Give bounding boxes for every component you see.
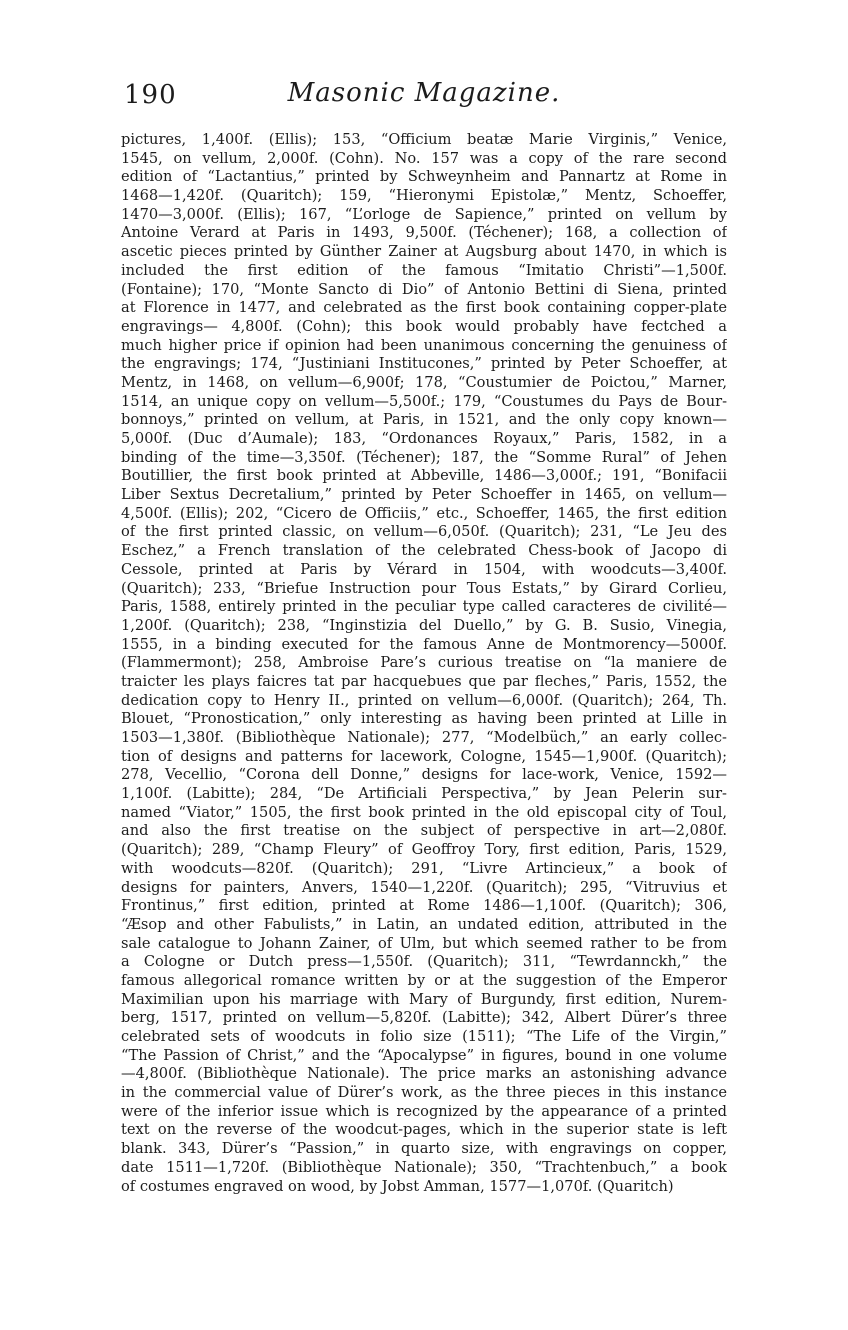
text-line: 5,000f. (Duc d’Aumale); 183, “Ordonances Royaux,” Paris, 1582, in a: [121, 430, 727, 447]
text-line: Frontinus,” first edition, printed at Rome 1486—1,100f. (Quaritch); 306,: [121, 897, 727, 915]
text-line: traicter les plays faicres tat par hacquebues que par fleches,” Paris, 1552, the: [121, 672, 727, 690]
text-line: at Florence in 1477, and celebrated as the first book containing copper-plate: [121, 299, 727, 317]
page-number: 190: [124, 80, 177, 110]
text-line: a Cologne or Dutch press—1,550f. (Quaritch); 311, “Tewrdannckh,” the: [121, 953, 727, 971]
text-line: 1,200f. (Quaritch); 238, “Inginstizia del Duello,” by G. B. Susio, Vinegia,: [121, 616, 727, 634]
text-line: Mentz, in 1468, on vellum—6,900f; 178, “Coustumier de Poictou,” Marner,: [121, 373, 727, 391]
text-line: designs for painters, Anvers, 1540—1,220f. (Quaritch); 295, “Vitruvius et: [121, 878, 727, 896]
text-line: Boutillier, the first book printed at Abbeville, 1486—3,000f.; 191, “Bonifacii: [121, 467, 727, 485]
text-line: ascetic pieces printed by Günther Zainer at Augsburg about 1470, in which is: [121, 243, 727, 261]
text-line: celebrated sets of woodcuts in folio size (1511); “The Life of the Virgin,”: [121, 1028, 727, 1045]
text-line: the engravings; 174, “Justiniani Institucones,” printed by Peter Schoeffer, at: [121, 355, 727, 373]
text-line: Antoine Verard at Paris in 1493, 9,500f. (Téchener); 168, a collection of: [121, 224, 727, 242]
text-line: Paris, 1588, entirely printed in the peculiar type called caracteres de civilité—: [121, 598, 727, 616]
text-line: pictures, 1,400f. (Ellis); 153, “Officium beatæ Marie Virginis,” Venice,: [121, 131, 727, 148]
text-line: (Flammermont); 258, Ambroise Pare’s curious treatise on “la maniere de: [121, 654, 727, 672]
text-line: were of the inferior issue which is recognized by the appearance of a printed: [121, 1102, 727, 1120]
text-line: Blouet, “Pronostication,” only interesting as having been printed at Lille in: [121, 710, 727, 728]
text-line: 1470—3,000f. (Ellis); 167, “L’orloge de Sapience,” printed on vellum by: [121, 205, 727, 223]
text-line: Liber Sextus Decretalium,” printed by Peter Schoeffer in 1465, on vellum—: [121, 486, 727, 504]
text-line: tion of designs and patterns for lacework, Cologne, 1545—1,900f. (Quaritch);: [121, 747, 727, 765]
text-line: (Quaritch); 289, “Champ Fleury” of Geoffroy Tory, first edition, Paris, 1529,: [121, 841, 727, 859]
text-line: bonnoys,” printed on vellum, at Paris, in 1521, and the only copy known—: [121, 411, 727, 429]
text-line: Cessole, printed at Paris by Vérard in 1504, with woodcuts—3,400f.: [121, 560, 727, 578]
text-line: Eschez,” a French translation of the celebrated Chess-book of Jacopo di: [121, 542, 727, 560]
text-line: blank. 343, Dürer’s “Passion,” in quarto size, with engravings on copper,: [121, 1140, 727, 1158]
text-line: text on the reverse of the woodcut-pages, which in the superior state is left: [121, 1121, 727, 1139]
running-title: Masonic Magazine.: [287, 78, 561, 108]
text-line: engravings— 4,800f. (Cohn); this book would probably have fectched a: [121, 317, 727, 335]
text-line: “The Passion of Christ,” and the “Apocalypse” in figures, bound in one volume: [121, 1046, 727, 1064]
text-line: named “Viator,” 1505, the first book printed in the old episcopal city of Toul,: [121, 803, 727, 821]
text-line: sale catalogue to Johann Zainer, of Ulm, but which seemed rather to be from: [121, 934, 727, 952]
text-line: in the commercial value of Dürer’s work, as the three pieces in this instance: [121, 1084, 727, 1102]
text-line: 278, Vecellio, “Corona dell Donne,” designs for lace-work, Venice, 1592—: [121, 766, 727, 784]
text-line: of costumes engraved on wood, by Jobst Amman, 1577—1,070f. (Quaritch): [121, 1177, 674, 1195]
text-line: (Quaritch); 233, “Briefue Instruction pour Tous Estats,” by Girard Corlieu,: [121, 579, 727, 597]
text-line: of the first printed classic, on vellum—6,050f. (Quaritch); 231, “Le Jeu des: [121, 523, 727, 541]
text-line: much higher price if opinion had been unanimous concerning the genuiness of: [121, 336, 727, 354]
text-line: 1555, in a binding executed for the famous Anne de Montmorency—5000f.: [121, 635, 727, 653]
text-line: 1545, on vellum, 2,000f. (Cohn). No. 157 was a copy of the rare second: [121, 149, 727, 167]
body-text: [121, 131, 727, 1196]
text-line: 1503—1,380f. (Bibliothèque Nationale); 277, “Modelbüch,” an early collec-: [121, 729, 727, 746]
text-line: date 1511—1,720f. (Bibliothèque Nationale); 350, “Trachtenbuch,” a book: [121, 1158, 727, 1176]
text-line: edition of “Lactantius,” printed by Schweynheim and Pannartz at Rome in: [121, 168, 727, 186]
text-line: included the first edition of the famous “Imitatio Christi”—1,500f.: [121, 261, 727, 279]
text-line: and also the first treatise on the subject of perspective in art—2,080f.: [121, 822, 727, 840]
page-header: [0, 78, 848, 118]
text-line: famous allegorical romance written by or at the suggestion of the Emperor: [121, 971, 727, 989]
text-line: with woodcuts—820f. (Quaritch); 291, “Livre Artincieux,” a book of: [121, 859, 727, 877]
text-line: 1468—1,420f. (Quaritch); 159, “Hieronymi Epistolæ,” Mentz, Schoeffer,: [121, 187, 727, 205]
text-line: 4,500f. (Ellis); 202, “Cicero de Officiis,” etc., Schoeffer, 1465, the first edition: [121, 504, 727, 522]
text-line: dedication copy to Henry II., printed on vellum—6,000f. (Quaritch); 264, Th.: [121, 691, 727, 709]
text-line: 1514, an unique copy on vellum—5,500f.; 179, “Coustumes du Pays de Bour-: [121, 392, 727, 410]
text-line: (Fontaine); 170, “Monte Sancto di Dio” of Antonio Bettini di Siena, printed: [121, 280, 727, 298]
text-line: berg, 1517, printed on vellum—5,820f. (Labitte); 342, Albert Dürer’s three: [121, 1009, 727, 1027]
text-line: Maximilian upon his marriage with Mary of Burgundy, first edition, Nurem-: [121, 990, 727, 1008]
text-line: “Æsop and other Fabulists,” in Latin, an undated edition, attributed in the: [121, 915, 727, 933]
text-line: 1,100f. (Labitte); 284, “De Artificiali Perspectiva,” by Jean Pelerin sur-: [121, 785, 727, 803]
text-line: —4,800f. (Bibliothèque Nationale). The price marks an astonishing advance: [121, 1065, 727, 1083]
text-line: binding of the time—3,350f. (Téchener); 187, the “Somme Rural” of Jehen: [121, 448, 727, 466]
